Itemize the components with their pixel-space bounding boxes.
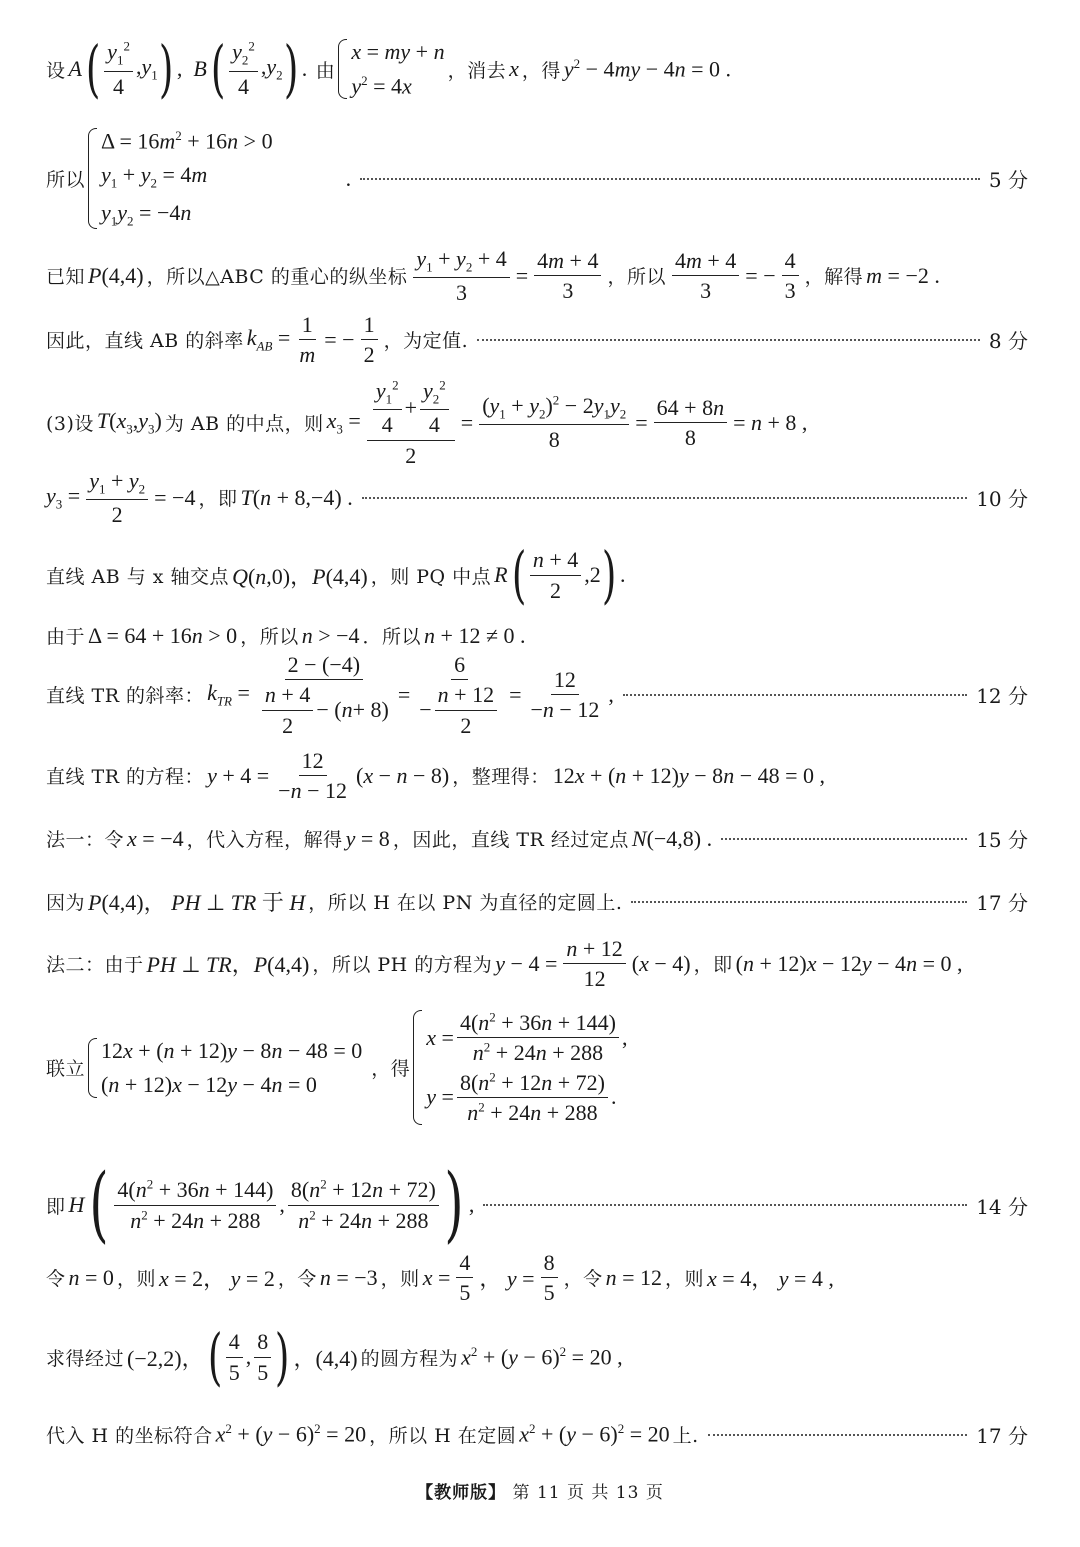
score-mark: 14 分	[976, 1194, 1028, 1219]
line-conclusion: 代入 H 的坐标符合 $x^2 + (y - 6)^2 = 20$ ，所以 H 在定圆 $x^2 + (y - 6)^2 = 20$ 上. 17 分	[46, 1421, 1028, 1448]
line-system: 联立 12x + (n + 12)y − 8n − 48 = 0 (n + 12)x − 12y − 4n = 0 ，得 x = $4(n^2 + 36n + 144)$ $n^2 + 24n + 288$ , y = $8(n^2 + 12n + 72)$ $n^2 + 24n + 288$ .	[46, 1009, 628, 1125]
line-midpoint-x: (3)设 $T(x_3,y_3)$ 为 AB 的中点，则 $x_3$ = $y_1^2$ 4 + $y_2^2$ 4 2 = $\frac{(y_1 + y_2)^2 - 2y_1y_2}{8}$ = $\frac{64 + 8n}{8}$ = n + 8 ,	[46, 377, 808, 468]
line-circle-equation: 求得经过 (−2,2)， ( 4 5 , 8 5 ) ，(4,4) 的圆方程为 $x^2 + (y - 6)^2 = 20$ ,	[46, 1320, 623, 1393]
edition-label: 【教师版】	[416, 1483, 507, 1503]
line-point-h: 即 H ( $4(n^2 + 36n + 144)$ $n^2 + 24n + 288$ , $8(n^2 + 12n + 72)$ $n^2 + 24n + 288$ ) , 14 分	[46, 1157, 1028, 1252]
line-slope-ab: 因此，直线 AB 的斜率 $k_{AB}$ = $\frac{1}{m}$ = − $\frac{1}{2}$ ，为定值. 8 分	[46, 312, 1028, 368]
line-special-values: 令 n = 0 ，则 x = 2， y = 2 ，令 n = −3 ，则 x = $\frac{4}{5}$ ， y = $\frac{8}{5}$ ，令 n = 12 ，则 x = 4， y = 4 ,	[46, 1250, 834, 1306]
score-mark: 5 分	[988, 168, 1028, 193]
score-mark: 15 分	[976, 828, 1028, 852]
line-intersection-q: 直线 AB 与 x 轴交点 Q(n,0)，P(4,4) ，则 PQ 中点 R ( n + 4 2 ,2 ) .	[46, 538, 626, 611]
line-set-points: 设 A ( $y_1^2$ 4 $,y_1$ ) , B ( $y_2^2$ 4 $,y_2$ ) . 由 x = my + n $y^2 = 4x$ ，消去 x ，得 $y^2 - 4my - 4n = 0$ .	[46, 32, 732, 105]
line-centroid: 已知 P(4,4) ，所以△ABC 的重心的纵坐标 $\frac{y_1 + y_2 + 4}{3}$ = $\frac{4m + 4}{3}$ ，所以 $\frac{4m + 4}{3}$ = − $\frac{4}{3}$ ，解得 m = −2 .	[46, 246, 940, 306]
score-mark: 8 分	[988, 329, 1028, 354]
line-fixed-circle: 因为 P(4,4)， PH ⊥ TR 于 H ，所以 H 在以 PN 为直径的定圆上. 17 分	[46, 886, 1028, 917]
line-method-two: 法二：由于 PH ⊥ TR，P(4,4) ，所以 PH 的方程为 y − 4 = $\frac{n + 12}{12}$ (x − 4) ，即 (n + 12)x − 12y − 4n = 0 ,	[46, 936, 963, 992]
score-mark: 17 分	[976, 891, 1028, 915]
line-discriminant: 所以 $\Delta = 16m^2 + 16n > 0$ $y_1 + y_2 = 4m$ $y_1y_2 = -4n$ . 5 分	[46, 128, 1028, 229]
line-equation-tr: 直线 TR 的方程： y + 4 = $\frac{12}{-n - 12}$ (x − n − 8) ，整理得： 12x + (n + 12)y − 8n − 48 = 0 ,	[46, 748, 826, 804]
line-method-one: 法一：令 x = −4 ，代入方程，解得 y = 8 ，因此，直线 TR 经过定点 N(−4,8) . 15 分	[46, 825, 1028, 852]
line-slope-tr: 直线 TR 的斜率： $k_{TR}$ = 2 − (−4) n + 4 2 − ( n + 8) = 6 − n + 12 2 = $\frac{12}{-n - 12}$ , 12 分	[46, 652, 1028, 738]
line-delta-condition: 由于 Δ = 64 + 16n > 0 ，所以 n > −4 ．所以 n + 12 ≠ 0 .	[46, 622, 526, 648]
score-mark: 12 分	[976, 684, 1028, 709]
line-midpoint-y: $y_3$ = $\frac{y_1 + y_2}{2}$ = −4 ，即 T(n + 8,−4) . 10 分	[46, 468, 1028, 528]
page-number: 第 11 页 共 13 页	[512, 1483, 664, 1503]
score-mark: 17 分	[976, 1424, 1028, 1448]
page-footer	[0, 1478, 1080, 1503]
score-mark: 10 分	[976, 487, 1028, 512]
